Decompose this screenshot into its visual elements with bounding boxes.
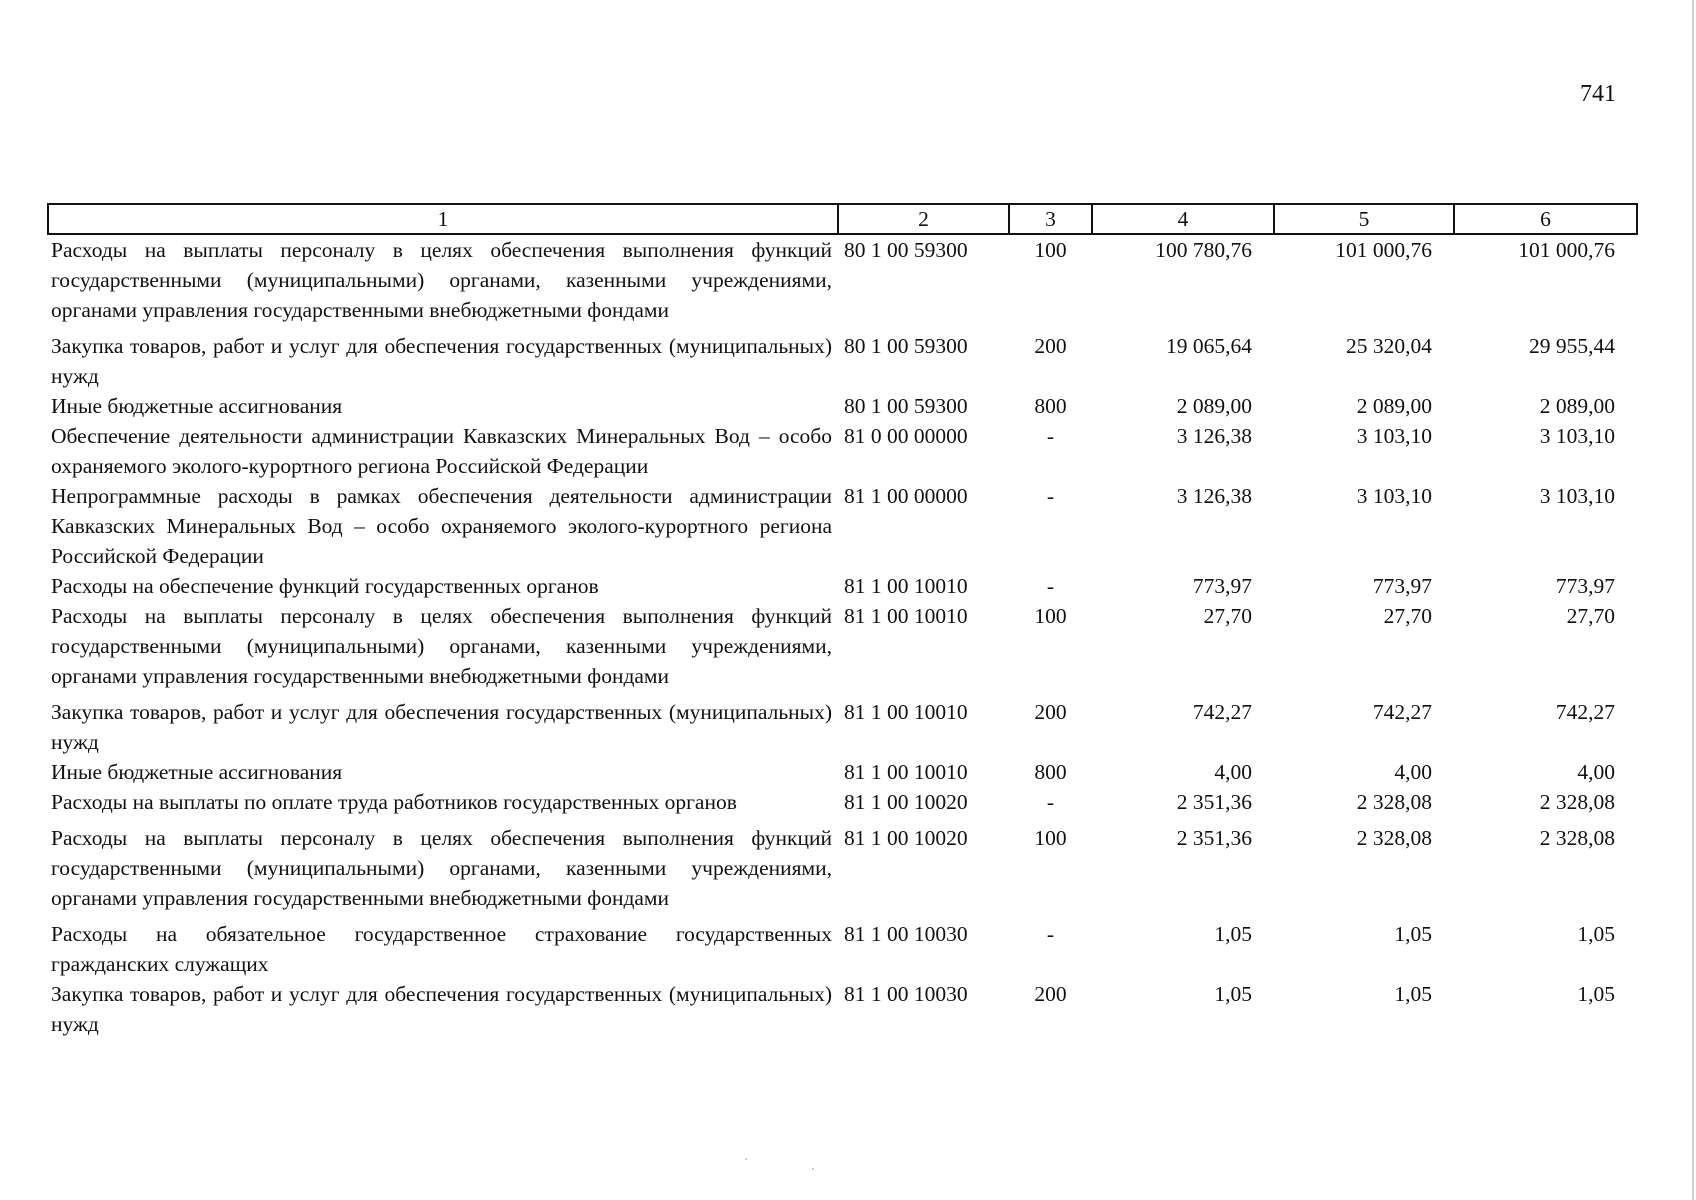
row-value-4: 773,97 [1192, 574, 1252, 598]
row-type: 100 [1034, 238, 1067, 262]
row-type: - [1046, 574, 1055, 598]
row-code: 81 1 00 00000 [844, 484, 968, 508]
row-code: 81 1 00 10010 [844, 700, 968, 724]
row-name: Непрограммные расходы в рамках обеспечения деятельности администрации Кавказских Минеральных Вод – особо охраняемого эколого-курортного региона Российской Федерации [51, 484, 832, 568]
row-code: 80 1 00 59300 [844, 394, 968, 418]
row-value-5: 1,05 [1394, 922, 1432, 946]
page-number: 741 [1580, 81, 1616, 107]
row-value-6: 101 000,76 [1518, 238, 1615, 262]
row-value-5: 2 328,08 [1356, 826, 1432, 850]
row-type: - [1046, 922, 1055, 946]
row-value-4: 3 126,38 [1176, 424, 1252, 448]
row-type: - [1046, 484, 1055, 508]
row-type: 100 [1034, 604, 1067, 628]
row-name: Расходы на выплаты персоналу в целях обеспечения выполнения функций государственными (муниципальными) органами, казенными учреждениями, органами управления государственными внебюджетными фондами [51, 238, 832, 322]
row-type: 100 [1034, 826, 1067, 850]
row-code: 81 1 00 10010 [844, 604, 968, 628]
scan-speck [745, 1158, 747, 1160]
row-value-5: 742,27 [1372, 700, 1432, 724]
row-value-4: 27,70 [1203, 604, 1252, 628]
row-value-6: 773,97 [1555, 574, 1615, 598]
table-row [48, 421, 1637, 481]
row-value-6: 1,05 [1577, 982, 1615, 1006]
row-type: 200 [1034, 700, 1067, 724]
row-value-4: 742,27 [1192, 700, 1252, 724]
row-value-4: 2 351,36 [1176, 826, 1252, 850]
table-row [48, 691, 1637, 757]
budget-table [47, 203, 1638, 1039]
header-col-6: 6 [1454, 204, 1637, 234]
row-type: - [1046, 790, 1055, 814]
header-col-5: 5 [1274, 204, 1454, 234]
row-value-5: 101 000,76 [1335, 238, 1432, 262]
row-type: - [1046, 424, 1055, 448]
row-code: 81 1 00 10020 [844, 826, 968, 850]
row-type: 800 [1034, 394, 1067, 418]
row-code: 80 1 00 59300 [844, 238, 968, 262]
row-value-6: 1,05 [1577, 922, 1615, 946]
row-name: Иные бюджетные ассигнования [51, 760, 343, 784]
row-type: 200 [1034, 982, 1067, 1006]
row-value-5: 773,97 [1372, 574, 1432, 598]
row-value-5: 27,70 [1383, 604, 1432, 628]
row-value-6: 27,70 [1566, 604, 1615, 628]
row-name: Расходы на выплаты персоналу в целях обеспечения выполнения функций государственными (муниципальными) органами, казенными учреждениями, органами управления государственными внебюджетными фондами [51, 604, 832, 688]
table-row [48, 325, 1637, 391]
row-value-6: 3 103,10 [1539, 484, 1615, 508]
table-row [48, 757, 1637, 787]
row-code: 81 1 00 10010 [844, 574, 968, 598]
row-type: 200 [1034, 334, 1067, 358]
table-row [48, 601, 1637, 691]
row-value-5: 3 103,10 [1356, 484, 1432, 508]
row-name: Расходы на обеспечение функций государственных органов [51, 574, 599, 598]
row-value-6: 4,00 [1577, 760, 1615, 784]
row-name: Расходы на выплаты по оплате труда работников государственных органов [51, 790, 737, 814]
table-row [48, 481, 1637, 571]
row-value-5: 2 328,08 [1356, 790, 1432, 814]
row-type: 800 [1034, 760, 1067, 784]
row-code: 81 1 00 10020 [844, 790, 968, 814]
scan-speck [812, 1168, 814, 1170]
table-row [48, 571, 1637, 601]
row-value-5: 4,00 [1394, 760, 1432, 784]
row-value-4: 19 065,64 [1166, 334, 1252, 358]
table-row [48, 817, 1637, 913]
row-value-6: 742,27 [1555, 700, 1615, 724]
row-code: 81 1 00 10010 [844, 760, 968, 784]
row-value-4: 100 780,76 [1155, 238, 1252, 262]
row-value-6: 29 955,44 [1529, 334, 1615, 358]
scan-page-edge [1692, 0, 1694, 1200]
row-value-5: 2 089,00 [1356, 394, 1432, 418]
row-value-6: 3 103,10 [1539, 424, 1615, 448]
row-value-6: 2 328,08 [1539, 826, 1615, 850]
row-code: 81 1 00 10030 [844, 982, 968, 1006]
row-name: Закупка товаров, работ и услуг для обеспечения государственных (муниципальных) нужд [51, 700, 832, 754]
row-value-4: 4,00 [1214, 760, 1252, 784]
row-value-6: 2 328,08 [1539, 790, 1615, 814]
row-name: Расходы на обязательное государственное страхование государственных гражданских служащих [51, 922, 832, 976]
row-value-4: 2 351,36 [1176, 790, 1252, 814]
header-col-2: 2 [838, 204, 1009, 234]
table-row [48, 391, 1637, 421]
row-name: Закупка товаров, работ и услуг для обеспечения государственных (муниципальных) нужд [51, 334, 832, 388]
row-value-4: 1,05 [1214, 922, 1252, 946]
row-value-5: 1,05 [1394, 982, 1432, 1006]
table-row [48, 979, 1637, 1039]
header-col-3: 3 [1009, 204, 1092, 234]
row-code: 80 1 00 59300 [844, 334, 968, 358]
table-row [48, 913, 1637, 979]
row-name: Расходы на выплаты персоналу в целях обеспечения выполнения функций государственными (муниципальными) органами, казенными учреждениями, органами управления государственными внебюджетными фондами [51, 826, 832, 910]
table-row [48, 234, 1637, 325]
row-code: 81 0 00 00000 [844, 424, 968, 448]
row-name: Обеспечение деятельности администрации Кавказских Минеральных Вод – особо охраняемого эколого-курортного региона Российской Федерации [51, 424, 832, 478]
row-value-4: 2 089,00 [1176, 394, 1252, 418]
row-name: Закупка товаров, работ и услуг для обеспечения государственных (муниципальных) нужд [51, 982, 832, 1036]
row-value-5: 25 320,04 [1346, 334, 1432, 358]
row-code: 81 1 00 10030 [844, 922, 968, 946]
row-value-4: 1,05 [1214, 982, 1252, 1006]
row-value-6: 2 089,00 [1539, 394, 1615, 418]
header-col-4: 4 [1092, 204, 1274, 234]
header-col-1: 1 [48, 204, 838, 234]
row-name: Иные бюджетные ассигнования [51, 394, 343, 418]
table-header-row [48, 204, 1637, 234]
table-row [48, 787, 1637, 817]
row-value-4: 3 126,38 [1176, 484, 1252, 508]
row-value-5: 3 103,10 [1356, 424, 1432, 448]
